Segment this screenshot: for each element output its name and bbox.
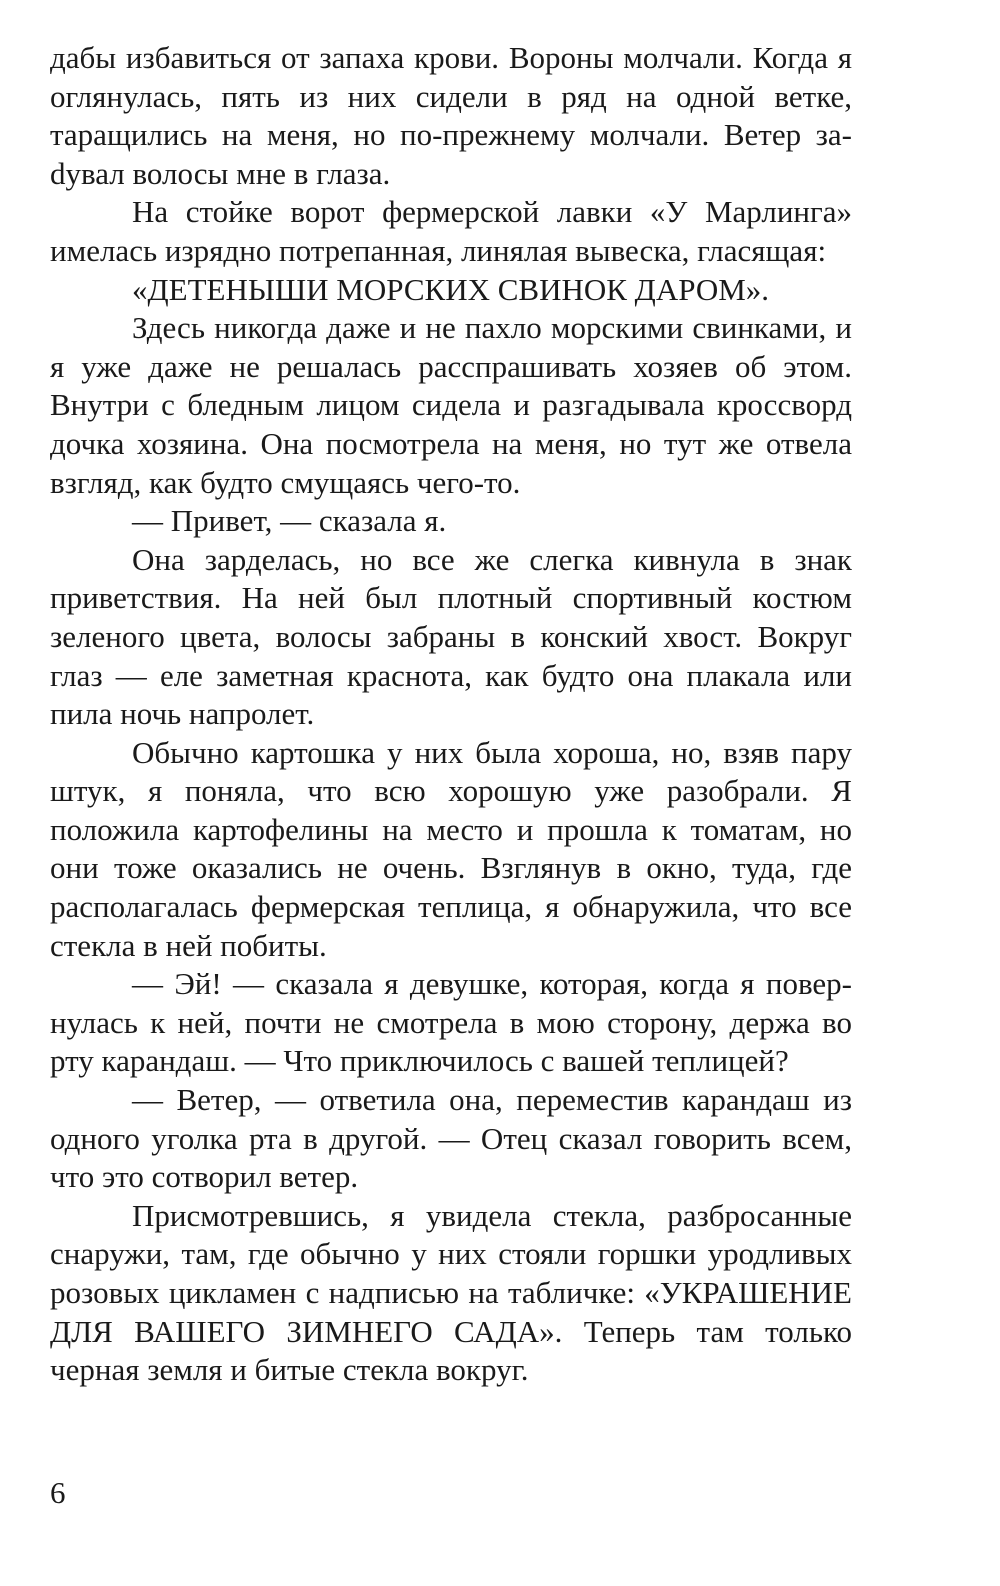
body-text: [50, 39, 852, 1390]
paragraph-6: Она зарделась, но все же слегка кивнула в знак приветствия. На ней был плотный спортивный костюм зеленого цвета, волосы забраны в конский хвост. Вокруг глаз — еле заметная краснота, как будто она плакала или пила ночь напролет.: [50, 541, 852, 732]
paragraph-1: дабы избавиться от запаха крови. Вороны молчали. Когда я оглянулась, пять из них сидели в ряд на одной ветке, таращились на меня, но по-прежнему молчали. Ветер заdувал волосы мне в глаза.: [50, 40, 852, 191]
page-number: 6: [50, 1475, 66, 1510]
dialogue-line-1: — Привет, — сказала я.: [132, 503, 447, 539]
paragraph-10: Присмотревшись, я увидела стекла, разбросанные снаружи, там, где обычно у них стояли горшки уродливых розовых цикламен с надписью на табличке: «УКРАШЕНИЕ ДЛЯ ВАШЕГО ЗИМНЕГО САДА». Теперь там только черная земля и битые стекла вокруг.: [50, 1197, 852, 1388]
paragraph-4: Здесь никогда даже и не пахло морскими свинками, и я уже даже не решалась расспрашивать хозяев об этом. Внутри с бледным лицом сидела и разгадывала кроссворд дочка хозяина. Она посмотрела на меня, но тут же отвела взгляд, как будто смущаясь чего-то.: [50, 310, 852, 500]
sign-text: «ДЕТЕНЫШИ МОРСКИХ СВИНОК ДАРОМ».: [132, 271, 770, 307]
paragraph-7: Обычно картошка у них была хороша, но, взяв пару штук, я поняла, что всю хорошую уже разобрали. Я положила картофелины на место и прошла к томатам, но они тоже оказались не очень. Взглянув в окно, туда, где располагалась фермерская теплица, я обнаружила, что все стекла в ней побиты.: [50, 734, 852, 963]
dialogue-line-3: — Ветер, — ответила она, переместив карандаш из одного уголка рта в другой. — Отец сказал говорить всем, что это сотворил ветер.: [50, 1082, 852, 1195]
paragraph-2: На стойке ворот фермерской лавки «У Марлинга» имелась изрядно потрепанная, линялая вывеска, гласящая:: [50, 194, 852, 268]
dialogue-line-2: — Эй! — сказала я девушке, которая, когда я повернулась к ней, почти не смотрела в мою сторону, держа во рту карандаш. — Что приключилось с вашей теплицей?: [50, 966, 852, 1079]
